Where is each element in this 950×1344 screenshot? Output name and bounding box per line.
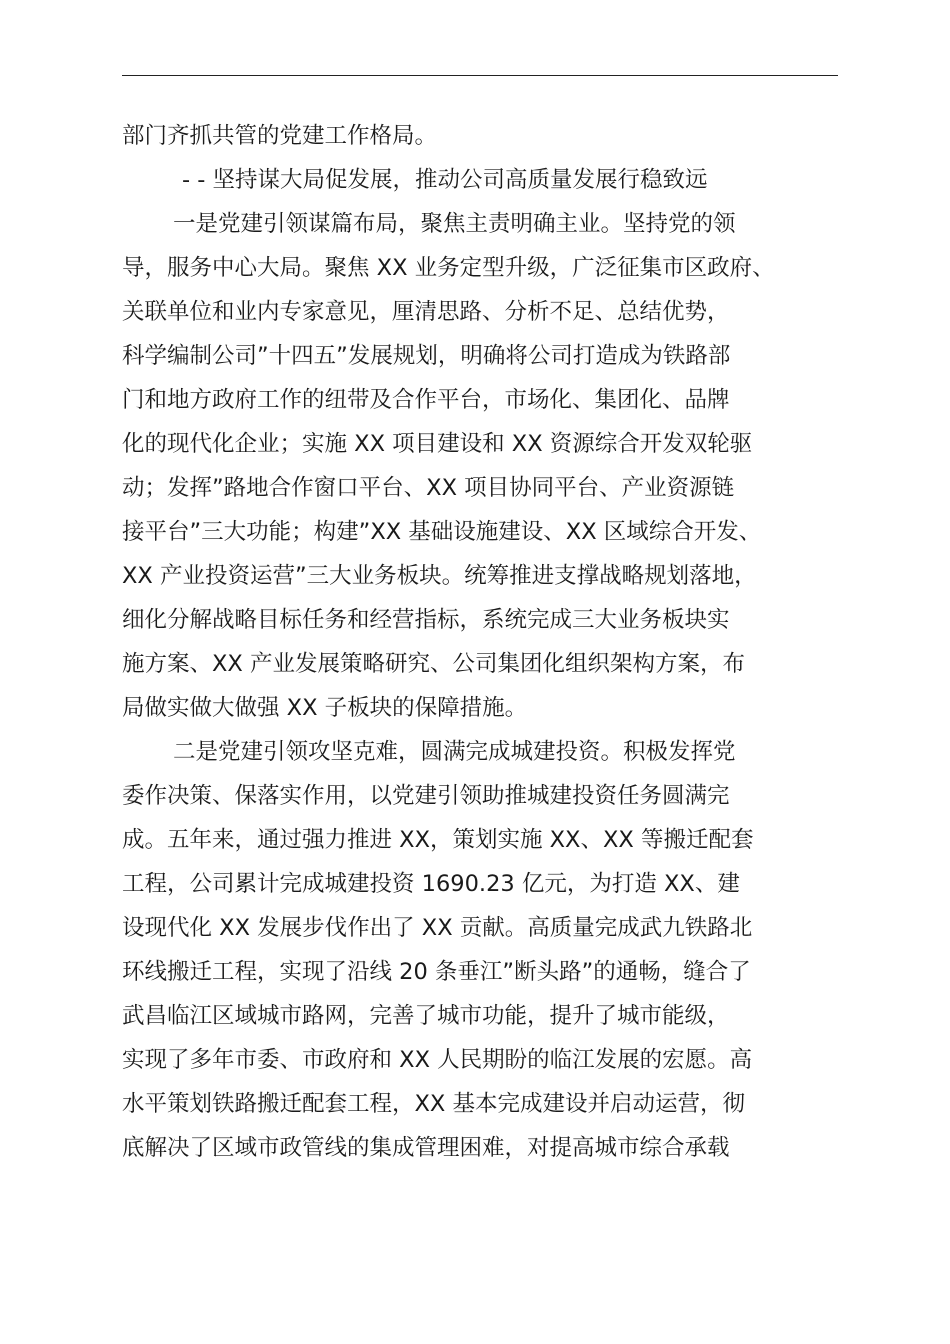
- text-line: 委作决策、保落实作用，以党建引领助推城建投资任务圆满完: [122, 783, 730, 809]
- text-line: 门和地方政府工作的纽带及合作平台，市场化、集团化、品牌: [122, 387, 730, 413]
- text-line: 部门齐抓共管的党建工作格局。: [122, 123, 438, 149]
- header-rule: [122, 75, 838, 76]
- text-line: 导，服务中心大局。聚焦 XX 业务定型升级，广泛征集市区政府、: [122, 255, 775, 281]
- text-line: XX 产业投资运营”三大业务板块。统筹推进支撑战略规划落地，: [122, 563, 757, 589]
- text-line: 细化分解战略目标任务和经营指标，系统完成三大业务板块实: [122, 607, 730, 633]
- text-line: 实现了多年市委、市政府和 XX 人民期盼的临江发展的宏愿。高: [122, 1047, 753, 1073]
- text-line: 化的现代化企业；实施 XX 项目建设和 XX 资源综合开发双轮驱: [122, 431, 753, 457]
- text-line: 接平台”三大功能；构建”XX 基础设施建设、XX 区域综合开发、: [122, 519, 762, 545]
- paragraph-first-line: 二是党建引领攻坚克难，圆满完成城建投资。积极发挥党: [173, 739, 736, 765]
- text-line: 科学编制公司”十四五”发展规划，明确将公司打造成为铁路部: [122, 343, 731, 369]
- text-line: 设现代化 XX 发展步伐作出了 XX 贡献。高质量完成武九铁路北: [122, 915, 753, 941]
- text-line: 武昌临江区域城市路网，完善了城市功能，提升了城市能级，: [122, 1003, 730, 1029]
- text-line: 动；发挥”路地合作窗口平台、XX 项目协同平台、产业资源链: [122, 475, 735, 501]
- text-line: 成。五年来，通过强力推进 XX，策划实施 XX、XX 等搬迁配套: [122, 827, 754, 853]
- text-line: 施方案、XX 产业发展策略研究、公司集团化组织架构方案，布: [122, 651, 745, 677]
- text-line: 环线搬迁工程，实现了沿线 20 条垂江”断头路”的通畅，缝合了: [122, 959, 751, 985]
- text-line: 局做实做大做强 XX 子板块的保障措施。: [122, 695, 528, 721]
- paragraph-first-line: 一是党建引领谋篇布局，聚焦主责明确主业。坚持党的领: [173, 211, 736, 237]
- text-line: 工程，公司累计完成城建投资 1690.23 亿元，为打造 XX、建: [122, 871, 740, 897]
- text-line: 底解决了区域市政管线的集成管理困难，对提高城市综合承载: [122, 1135, 730, 1161]
- text-line: 关联单位和业内专家意见，厘清思路、分析不足、总结优势，: [122, 299, 730, 325]
- section-heading: - - 坚持谋大局促发展，推动公司高质量发展行稳致远: [182, 167, 708, 193]
- text-line: 水平策划铁路搬迁配套工程，XX 基本完成建设并启动运营，彻: [122, 1091, 745, 1117]
